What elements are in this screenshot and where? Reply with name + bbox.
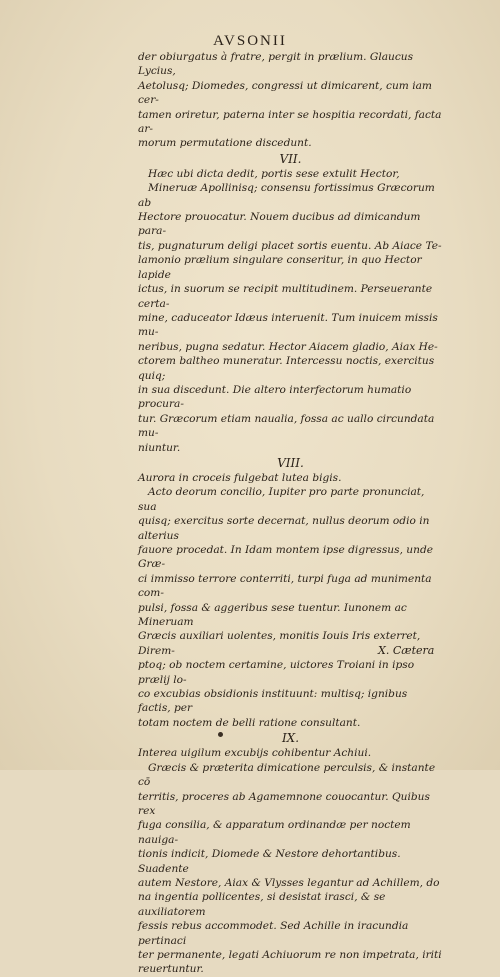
verse-line: Aurora in croceis fulgebat lutea bigis. (138, 471, 342, 484)
text-line: fauore procedat. In Idam montem ipse digressus, unde Græ- (138, 544, 434, 571)
text-line: ci immisso terrore conterriti, turpi fuga ad munimenta com- (138, 572, 432, 600)
text-line: Græcis & præterita dimicatione perculsis, & instante cō (138, 761, 436, 789)
text-line: tionis indicit, Diomede & Nestore dehortantibus. Suadente (138, 848, 401, 875)
section-heading: VII. (279, 151, 302, 166)
text-line: reuertuntur. (138, 963, 204, 976)
text-line: ctorem baltheo muneratur. Intercessu noctis, exercitus quiq; (138, 355, 435, 382)
text-line: autem Nestore, Aiax & Vlysses legantur ad Achillem, do (138, 876, 440, 889)
text-line: Hectore prouocatur. Nouem ducibus ad dimicandum para- (138, 211, 421, 238)
text-line: der obiurgatus à fratre, pergit in prælium. Glaucus Lycius, (138, 51, 414, 78)
text-line: Græcis auxiliari uolentes, monitis Iouis Iris exterret, Direm- (138, 630, 421, 657)
text-line: quisq; exercitus sorte decernat, nullus deorum odio in alterius (138, 515, 430, 542)
text-line: na ingentia pollicentes, si desistat irasci, & se auxiliatorem (138, 891, 386, 918)
verse-line: Hæc ubi dicta dedit, portis sese extulit Hector, (148, 167, 400, 180)
text-line: tis, pugnaturum deligi placet sortis euentu. Ab Aiace Te- (138, 239, 442, 252)
text-line: tamen oriretur, paterna inter se hospitia recordati, facta ar- (138, 108, 442, 136)
text-line: fessis rebus accommodet. Sed Achille in iracundia pertinaci (138, 920, 409, 947)
text-line: fuga consilia, & apparatum ordinandæ per noctem nauiga- (138, 819, 411, 846)
text-line: totam noctem de belli ratione consultant. (138, 716, 361, 729)
text-line: mine, caduceator Idæus interuenit. Tum inuicem missis mu- (138, 311, 438, 339)
section-intro (138, 50, 443, 151)
verse-line: Interea uigilum excubijs cohibentur Achiui. (138, 747, 372, 760)
text-line: ptoq; ob noctem certamine, uictores Troiani in ipso prælij lo- (138, 659, 415, 686)
text-line: Aetolusq; Diomedes, congressi ut dimicarent, cum iam cer- (138, 79, 432, 107)
section-viii (138, 455, 443, 730)
text-line: niuntur. (138, 441, 181, 454)
text-line: ictus, in suorum se recipit multitudinem. Perseuerante certa- (138, 283, 433, 310)
text-line: Mineruæ Apollinisq; consensu fortissimus Græcorum ab (138, 182, 435, 209)
text-line: lamonio prælium singulare conseritur, in quo Hector lapide (138, 254, 422, 281)
section-vii (138, 151, 443, 455)
text-line: morum permutatione discedunt. (138, 137, 312, 150)
section-heading: VIII. (277, 455, 304, 470)
section-ix (138, 730, 443, 977)
catchword: X. Cætera (378, 644, 435, 657)
text-line: pulsi, fossa & aggeribus sese tuentur. Iunonem ac Mineruam (138, 601, 407, 629)
running-header: AVSONII (213, 33, 287, 49)
section-heading: IX. (281, 731, 300, 746)
ink-dot (218, 732, 223, 737)
text-block (138, 50, 443, 977)
text-line: co excubias obsidionis instituunt: multisq; ignibus factis, per (138, 688, 408, 715)
text-line: Acto deorum concilio, Iupiter pro parte pronunciat, sua (138, 486, 425, 513)
text-line: in sua discedunt. Die altero interfectorum humatio procura- (138, 383, 412, 411)
text-line: tur. Græcorum etiam naualia, fossa ac uallo circundata mu- (138, 412, 435, 440)
text-line: neribus, pugna sedatur. Hector Aiacem gladio, Aiax He- (138, 340, 438, 353)
text-line: ter permanente, legati Achiuorum re non impetrata, iriti (138, 948, 442, 961)
text-line: territis, proceres ab Agamemnone couocantur. Quibus rex (138, 790, 430, 817)
